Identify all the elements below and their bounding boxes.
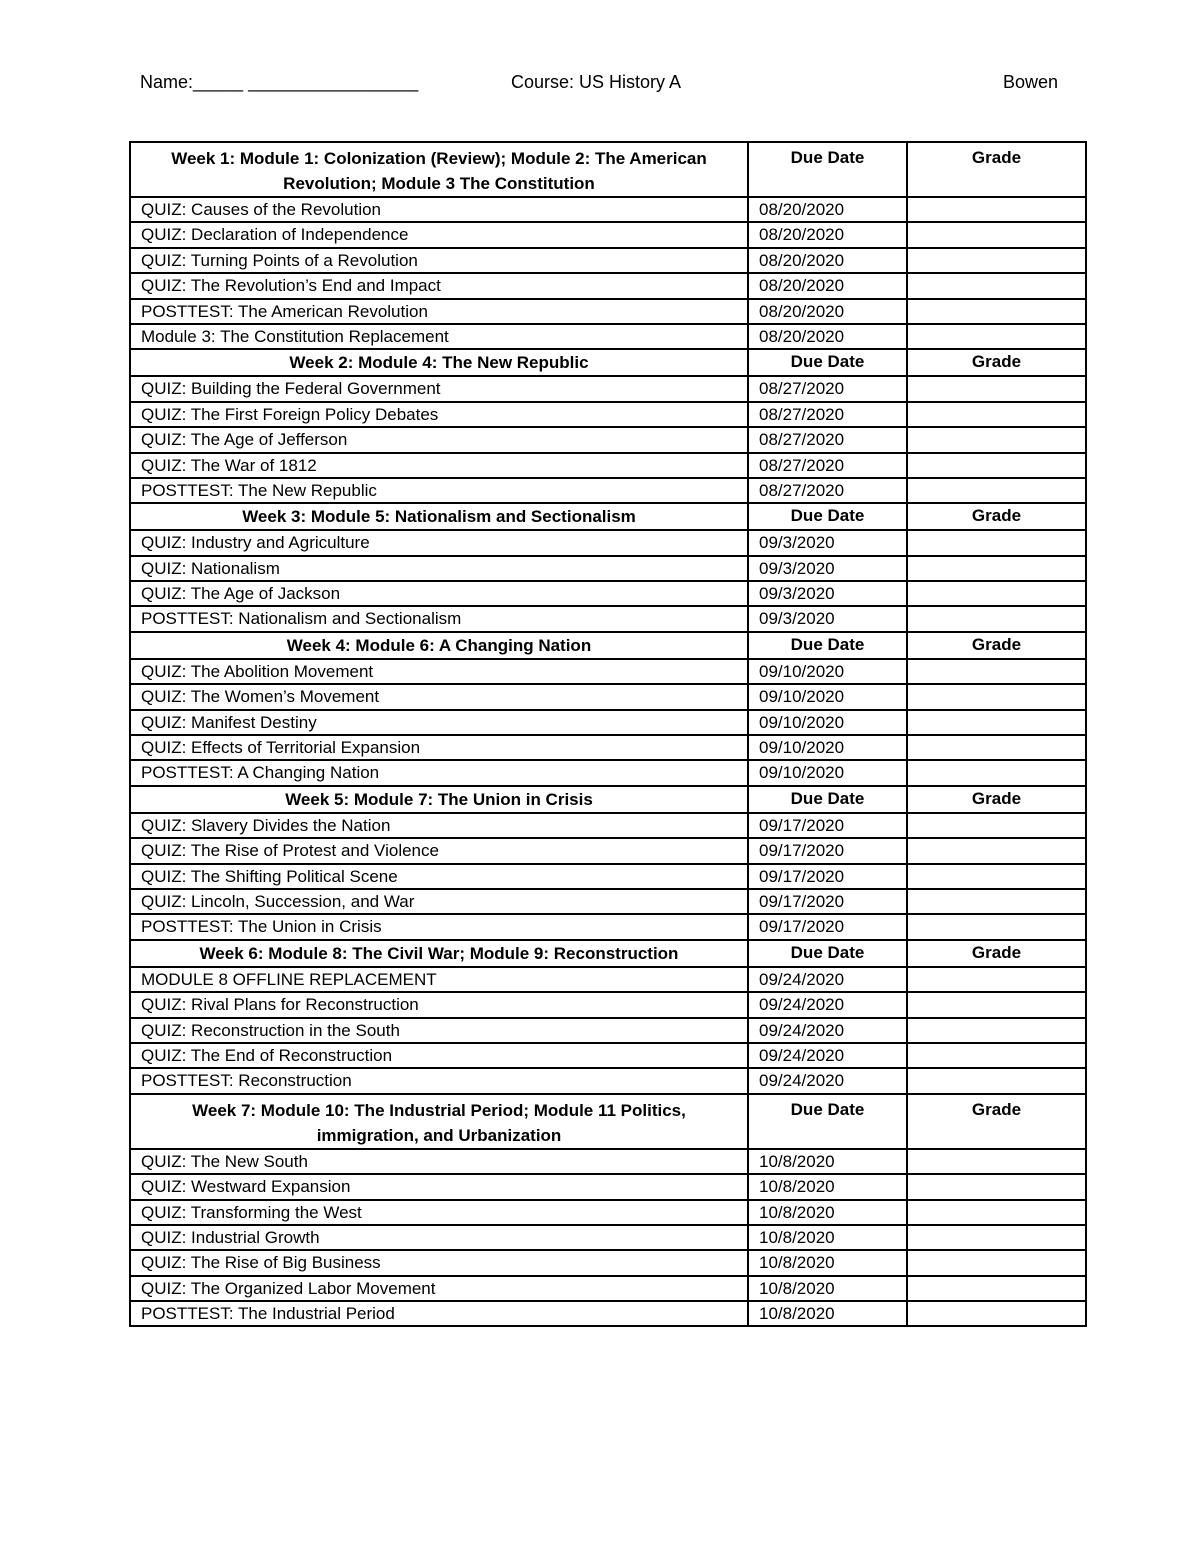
due-date-column-header: Due Date — [748, 1094, 907, 1149]
assignment-row — [130, 273, 1086, 298]
due-date-cell: 09/24/2020 — [748, 1043, 907, 1068]
due-date-cell: 09/17/2020 — [748, 889, 907, 914]
assignment-name: QUIZ: The End of Reconstruction — [130, 1043, 748, 1068]
due-date-cell: 09/10/2020 — [748, 710, 907, 735]
assignment-row — [130, 1200, 1086, 1225]
assignment-name: POSTTEST: The New Republic — [130, 478, 748, 503]
assignment-name: QUIZ: The Abolition Movement — [130, 659, 748, 684]
week-header-row — [130, 940, 1086, 967]
assignment-row — [130, 197, 1086, 222]
grade-cell[interactable] — [907, 1200, 1086, 1225]
grade-cell[interactable] — [907, 273, 1086, 298]
assignment-row — [130, 1250, 1086, 1275]
due-date-cell: 08/27/2020 — [748, 478, 907, 503]
assignment-row — [130, 1276, 1086, 1301]
due-date-column-header: Due Date — [748, 503, 907, 530]
due-date-cell: 10/8/2020 — [748, 1276, 907, 1301]
due-date-cell: 08/20/2020 — [748, 299, 907, 324]
week-title: Week 6: Module 8: The Civil War; Module 9: Reconstruction — [130, 940, 748, 967]
grade-column-header: Grade — [907, 349, 1086, 376]
grade-cell[interactable] — [907, 1225, 1086, 1250]
course-label: Course: US History A — [511, 72, 682, 92]
assignment-name: QUIZ: Rival Plans for Reconstruction — [130, 992, 748, 1017]
due-date-cell: 10/8/2020 — [748, 1174, 907, 1199]
assignment-row — [130, 735, 1086, 760]
grade-cell[interactable] — [907, 1174, 1086, 1199]
assignment-name: QUIZ: Causes of the Revolution — [130, 197, 748, 222]
assignment-name: QUIZ: The Age of Jefferson — [130, 427, 748, 452]
assignment-row — [130, 222, 1086, 247]
assignment-name: QUIZ: Declaration of Independence — [130, 222, 748, 247]
grade-cell[interactable] — [907, 299, 1086, 324]
assignment-name: QUIZ: The New South — [130, 1149, 748, 1174]
due-date-cell: 09/3/2020 — [748, 581, 907, 606]
grade-cell[interactable] — [907, 1043, 1086, 1068]
week-title: Week 3: Module 5: Nationalism and Sectionalism — [130, 503, 748, 530]
grade-cell[interactable] — [907, 659, 1086, 684]
grade-cell[interactable] — [907, 1250, 1086, 1275]
due-date-cell: 09/3/2020 — [748, 606, 907, 631]
assignment-name: POSTTEST: The American Revolution — [130, 299, 748, 324]
assignment-row — [130, 1018, 1086, 1043]
grade-cell[interactable] — [907, 530, 1086, 555]
due-date-cell: 09/17/2020 — [748, 838, 907, 863]
assignment-name: QUIZ: Building the Federal Government — [130, 376, 748, 401]
grade-column-header: Grade — [907, 632, 1086, 659]
assignment-row — [130, 864, 1086, 889]
grade-cell[interactable] — [907, 710, 1086, 735]
week-title: Week 7: Module 10: The Industrial Period; Module 11 Politics, immigration, and Urbanization — [130, 1094, 748, 1149]
due-date-cell: 09/10/2020 — [748, 659, 907, 684]
assignment-name: POSTTEST: A Changing Nation — [130, 760, 748, 785]
assignment-row — [130, 299, 1086, 324]
schedule-body — [130, 142, 1086, 1326]
due-date-cell: 09/24/2020 — [748, 992, 907, 1017]
assignment-row — [130, 248, 1086, 273]
assignment-name: QUIZ: Turning Points of a Revolution — [130, 248, 748, 273]
due-date-cell: 09/17/2020 — [748, 914, 907, 939]
assignment-name: POSTTEST: Reconstruction — [130, 1068, 748, 1093]
due-date-cell: 09/10/2020 — [748, 760, 907, 785]
grade-cell[interactable] — [907, 222, 1086, 247]
due-date-column-header: Due Date — [748, 142, 907, 197]
due-date-cell: 10/8/2020 — [748, 1250, 907, 1275]
assignment-row — [130, 376, 1086, 401]
grade-cell[interactable] — [907, 427, 1086, 452]
assignment-name: QUIZ: Reconstruction in the South — [130, 1018, 748, 1043]
due-date-column-header: Due Date — [748, 786, 907, 813]
assignment-name: QUIZ: The First Foreign Policy Debates — [130, 402, 748, 427]
due-date-cell: 08/20/2020 — [748, 248, 907, 273]
grade-cell[interactable] — [907, 813, 1086, 838]
grade-cell[interactable] — [907, 967, 1086, 992]
due-date-column-header: Due Date — [748, 940, 907, 967]
grade-cell[interactable] — [907, 864, 1086, 889]
due-date-cell: 08/20/2020 — [748, 197, 907, 222]
due-date-cell: 09/17/2020 — [748, 813, 907, 838]
assignment-name: QUIZ: The Rise of Protest and Violence — [130, 838, 748, 863]
assignment-row — [130, 478, 1086, 503]
assignment-name: QUIZ: Slavery Divides the Nation — [130, 813, 748, 838]
assignment-name: QUIZ: Transforming the West — [130, 1200, 748, 1225]
due-date-cell: 09/24/2020 — [748, 1068, 907, 1093]
assignment-row — [130, 838, 1086, 863]
due-date-cell: 10/8/2020 — [748, 1149, 907, 1174]
assignment-name: QUIZ: Westward Expansion — [130, 1174, 748, 1199]
assignment-name: QUIZ: Industrial Growth — [130, 1225, 748, 1250]
due-date-cell: 08/27/2020 — [748, 376, 907, 401]
grade-cell[interactable] — [907, 760, 1086, 785]
grade-column-header: Grade — [907, 503, 1086, 530]
assignment-name: QUIZ: Lincoln, Succession, and War — [130, 889, 748, 914]
assignment-row — [130, 889, 1086, 914]
assignment-row — [130, 324, 1086, 349]
grade-cell[interactable] — [907, 914, 1086, 939]
grade-cell[interactable] — [907, 197, 1086, 222]
assignment-name: QUIZ: The Age of Jackson — [130, 581, 748, 606]
assignment-name: QUIZ: The War of 1812 — [130, 453, 748, 478]
assignment-row — [130, 967, 1086, 992]
assignment-row — [130, 710, 1086, 735]
assignment-row — [130, 813, 1086, 838]
grade-cell[interactable] — [907, 1018, 1086, 1043]
due-date-cell: 08/27/2020 — [748, 453, 907, 478]
assignment-name: POSTTEST: Nationalism and Sectionalism — [130, 606, 748, 631]
due-date-column-header: Due Date — [748, 632, 907, 659]
assignment-name: QUIZ: The Shifting Political Scene — [130, 864, 748, 889]
week-title: Week 5: Module 7: The Union in Crisis — [130, 786, 748, 813]
grade-cell[interactable] — [907, 606, 1086, 631]
grade-cell[interactable] — [907, 1276, 1086, 1301]
assignment-name: QUIZ: Nationalism — [130, 556, 748, 581]
grade-cell[interactable] — [907, 556, 1086, 581]
assignment-row — [130, 1043, 1086, 1068]
due-date-cell: 09/3/2020 — [748, 530, 907, 555]
page-header — [140, 72, 1060, 100]
due-date-cell: 09/24/2020 — [748, 1018, 907, 1043]
assignment-row — [130, 760, 1086, 785]
assignment-name: QUIZ: Effects of Territorial Expansion — [130, 735, 748, 760]
week-header-row — [130, 503, 1086, 530]
grade-cell[interactable] — [907, 889, 1086, 914]
due-date-cell: 09/10/2020 — [748, 684, 907, 709]
week-header-row — [130, 142, 1086, 197]
assignment-row — [130, 1174, 1086, 1199]
due-date-cell: 08/27/2020 — [748, 402, 907, 427]
assignment-row — [130, 606, 1086, 631]
grade-cell[interactable] — [907, 1068, 1086, 1093]
due-date-cell: 09/10/2020 — [748, 735, 907, 760]
grade-column-header: Grade — [907, 786, 1086, 813]
name-field-label[interactable]: Name:_____ _________________ — [140, 72, 419, 92]
assignment-name: Module 3: The Constitution Replacement — [130, 324, 748, 349]
due-date-cell: 10/8/2020 — [748, 1225, 907, 1250]
grade-cell[interactable] — [907, 478, 1086, 503]
teacher-name: Bowen — [1002, 72, 1058, 92]
grade-column-header: Grade — [907, 142, 1086, 197]
due-date-cell: 09/3/2020 — [748, 556, 907, 581]
due-date-column-header: Due Date — [748, 349, 907, 376]
week-title: Week 4: Module 6: A Changing Nation — [130, 632, 748, 659]
due-date-cell: 08/20/2020 — [748, 273, 907, 298]
due-date-cell: 08/27/2020 — [748, 427, 907, 452]
grade-cell[interactable] — [907, 248, 1086, 273]
grade-column-header: Grade — [907, 940, 1086, 967]
assignment-row — [130, 453, 1086, 478]
grade-column-header: Grade — [907, 1094, 1086, 1149]
grade-cell[interactable] — [907, 838, 1086, 863]
assignment-name: QUIZ: Manifest Destiny — [130, 710, 748, 735]
assignment-row — [130, 659, 1086, 684]
assignment-row — [130, 1225, 1086, 1250]
assignment-row — [130, 1068, 1086, 1093]
due-date-cell: 10/8/2020 — [748, 1301, 907, 1326]
grade-cell[interactable] — [907, 1301, 1086, 1326]
grade-cell[interactable] — [907, 324, 1086, 349]
assignment-row — [130, 427, 1086, 452]
week-header-row — [130, 349, 1086, 376]
grade-cell[interactable] — [907, 684, 1086, 709]
week-title: Week 2: Module 4: The New Republic — [130, 349, 748, 376]
grade-cell[interactable] — [907, 1149, 1086, 1174]
grade-cell[interactable] — [907, 402, 1086, 427]
assignment-row — [130, 914, 1086, 939]
grade-cell[interactable] — [907, 992, 1086, 1017]
assignment-row — [130, 1149, 1086, 1174]
grade-cell[interactable] — [907, 376, 1086, 401]
assignment-row — [130, 530, 1086, 555]
week-header-row — [130, 632, 1086, 659]
assignment-row — [130, 402, 1086, 427]
assignment-name: MODULE 8 OFFLINE REPLACEMENT — [130, 967, 748, 992]
assignment-name: POSTTEST: The Industrial Period — [130, 1301, 748, 1326]
assignment-name: POSTTEST: The Union in Crisis — [130, 914, 748, 939]
assignment-row — [130, 684, 1086, 709]
due-date-cell: 10/8/2020 — [748, 1200, 907, 1225]
due-date-cell: 08/20/2020 — [748, 222, 907, 247]
assignment-name: QUIZ: The Revolution’s End and Impact — [130, 273, 748, 298]
grade-cell[interactable] — [907, 453, 1086, 478]
assignment-row — [130, 581, 1086, 606]
grade-cell[interactable] — [907, 581, 1086, 606]
grade-cell[interactable] — [907, 735, 1086, 760]
due-date-cell: 09/17/2020 — [748, 864, 907, 889]
assignment-name: QUIZ: The Women’s Movement — [130, 684, 748, 709]
week-title: Week 1: Module 1: Colonization (Review); Module 2: The American Revolution; Module 3 The Constitution — [130, 142, 748, 197]
assignment-schedule-table — [129, 141, 1087, 1327]
assignment-name: QUIZ: The Organized Labor Movement — [130, 1276, 748, 1301]
assignment-name: QUIZ: Industry and Agriculture — [130, 530, 748, 555]
due-date-cell: 09/24/2020 — [748, 967, 907, 992]
assignment-row — [130, 556, 1086, 581]
due-date-cell: 08/20/2020 — [748, 324, 907, 349]
assignment-name: QUIZ: The Rise of Big Business — [130, 1250, 748, 1275]
assignment-row — [130, 992, 1086, 1017]
assignment-row — [130, 1301, 1086, 1326]
week-header-row — [130, 1094, 1086, 1149]
week-header-row — [130, 786, 1086, 813]
